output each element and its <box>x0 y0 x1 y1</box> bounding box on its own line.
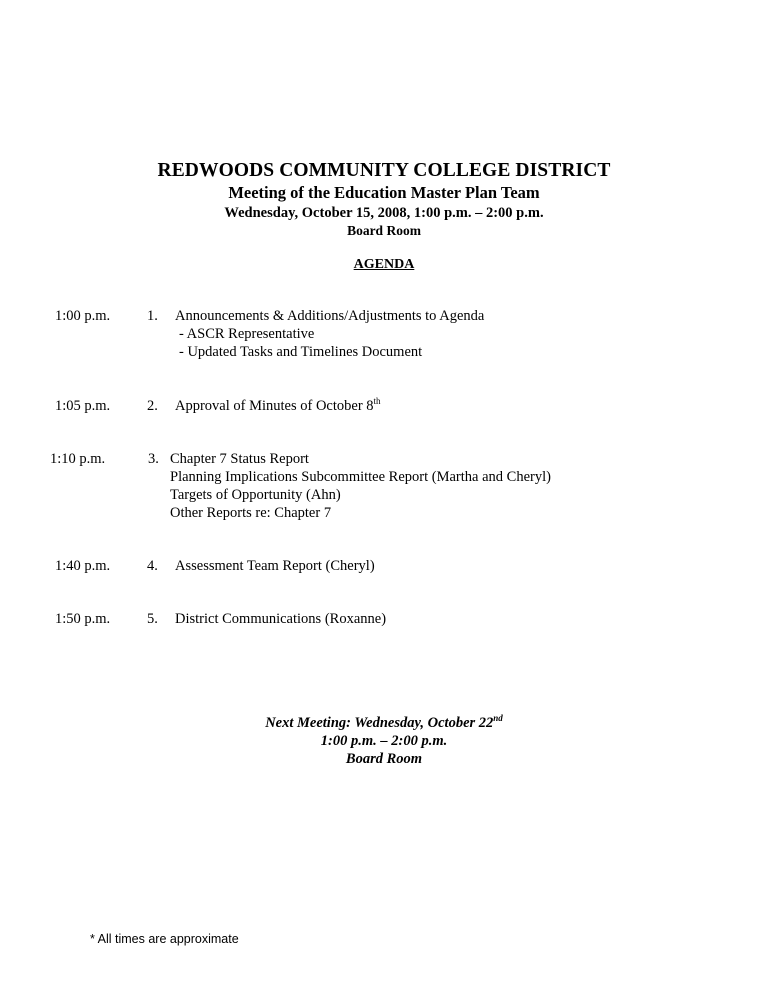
agenda-item-number: 5. <box>147 611 158 627</box>
agenda-heading: AGENDA <box>353 257 415 272</box>
meeting-title: Meeting of the Education Master Plan Team <box>228 183 540 202</box>
agenda-item-body <box>175 610 386 628</box>
agenda-item-time: 1:40 p.m. <box>55 558 111 574</box>
agenda-subitem: Planning Implications Subcommittee Report (Martha and Cheryl) <box>170 469 551 485</box>
footnote: * All times are approximate <box>90 932 239 946</box>
agenda-item-title: District Communications (Roxanne) <box>175 611 387 627</box>
agenda-item-time: 1:00 p.m. <box>55 308 111 324</box>
agenda-item-time: 1:05 p.m. <box>55 398 111 414</box>
agenda-item-body <box>175 307 484 361</box>
agenda-item-title: Approval of Minutes of October 8th <box>175 396 381 414</box>
agenda-item-number: 3. <box>148 451 159 467</box>
agenda-item-number: 1. <box>147 308 158 324</box>
district-title: REDWOODS COMMUNITY COLLEGE DISTRICT <box>157 160 611 181</box>
next-meeting-time: 1:00 p.m. – 2:00 p.m. <box>320 733 448 749</box>
agenda-subitem: Targets of Opportunity (Ahn) <box>170 487 341 503</box>
next-meeting-date: Next Meeting: Wednesday, October 22nd <box>265 713 503 731</box>
agenda-item-time: 1:50 p.m. <box>55 611 111 627</box>
agenda-item-body <box>170 450 551 522</box>
ordinal-suffix: th <box>373 396 381 406</box>
meeting-date-time: Wednesday, October 15, 2008, 1:00 p.m. – 2:00 p.m. <box>224 205 544 221</box>
agenda-subitem: Other Reports re: Chapter 7 <box>170 505 332 521</box>
ordinal-suffix: nd <box>493 713 503 723</box>
agenda-item-title: Assessment Team Report (Cheryl) <box>175 558 375 574</box>
agenda-item-body <box>175 557 375 575</box>
agenda-item-number: 4. <box>147 558 158 574</box>
agenda-item-body <box>175 397 381 415</box>
agenda-subitem: - ASCR Representative <box>179 326 315 342</box>
agenda-item-title: Chapter 7 Status Report <box>170 451 309 467</box>
agenda-item-title: Announcements & Additions/Adjustments to Agenda <box>175 308 485 324</box>
next-meeting-location: Board Room <box>345 751 423 767</box>
agenda-subitem: - Updated Tasks and Timelines Document <box>179 344 423 360</box>
meeting-location: Board Room <box>347 223 421 238</box>
agenda-item-number: 2. <box>147 398 158 414</box>
agenda-item-time: 1:10 p.m. <box>50 451 106 467</box>
